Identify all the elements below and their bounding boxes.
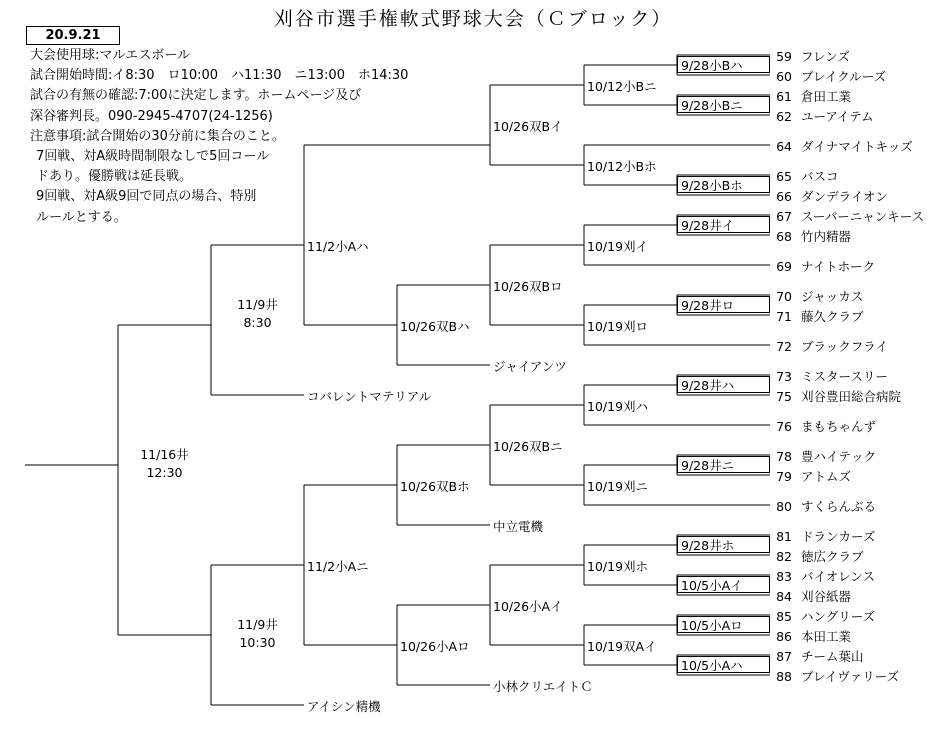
- team-entry: 83 バイオレンス: [776, 569, 875, 584]
- team-entry: 86 本田工業: [776, 629, 852, 644]
- semifinal-time: 8:30: [243, 315, 272, 330]
- r4-match-label: 10/26双Bホ: [400, 479, 470, 494]
- team-entry: 69 ナイトホーク: [776, 259, 876, 274]
- r3-match-label: 10/26双Bニ: [493, 439, 563, 454]
- semifinal-time: 10:30: [239, 635, 276, 650]
- note-contact: 深谷審判長。090-2945-4707(24-1256): [30, 108, 273, 124]
- team-entry: 70 ジャッカス: [776, 289, 864, 304]
- r1-match-label: 10/5小Aハ: [677, 656, 770, 673]
- r3-match-label: 10/26双Bイ: [493, 119, 563, 134]
- r3-bye-team: 小林クリエイトＣ: [493, 679, 593, 694]
- r1-match-label: 10/5小Aロ: [677, 616, 770, 633]
- team-entry: 64 ダイナマイトキッズ: [776, 139, 913, 154]
- team-entry: 67 スーパーニャンキース: [776, 209, 925, 224]
- r1-match-label: 9/28小Bホ: [677, 176, 770, 193]
- r5-match-label: 11/2小Aハ: [307, 239, 369, 254]
- team-entry: 79 アトムズ: [776, 469, 852, 484]
- team-entry: 61 倉田工業: [776, 89, 852, 104]
- team-entry: 78 豊ハイテック: [776, 449, 877, 464]
- r2-match-label: 10/19刈ニ: [587, 479, 649, 494]
- r1-match-label: 9/28井イ: [677, 216, 770, 233]
- team-entry: 75 刈谷豊田総合病院: [776, 389, 902, 404]
- team-entry: 71 藤久クラブ: [776, 309, 864, 324]
- r2-match-label: 10/19刈ホ: [587, 559, 649, 574]
- team-entry: 59 フレンズ: [776, 49, 850, 64]
- r1-match-label: 9/28井ホ: [677, 536, 770, 553]
- semifinal-label: [211, 616, 304, 652]
- r2-match-label: 10/19刈ハ: [587, 399, 649, 414]
- r1-match-label: 9/28井ロ: [677, 296, 770, 313]
- note-rule-7: 7回戦、対A級時間制限なしで5回コール: [36, 149, 270, 165]
- r1-match-label: 9/28小Bニ: [677, 96, 770, 113]
- team-entry: 80 すくらんぶる: [776, 499, 877, 514]
- team-entry: 72 ブラックフライ: [776, 339, 888, 354]
- note-rule-9: 9回戦、対A級9回で同点の場合、特別: [36, 189, 257, 205]
- team-entry: 82 徳広クラブ: [776, 549, 864, 564]
- team-entry: 62 ユーアイテム: [776, 109, 874, 124]
- note-confirmation: 試合の有無の確認:7:00に決定します。ホームページ及び: [30, 88, 362, 104]
- r2-match-label: 10/19双Aイ: [587, 639, 657, 654]
- r2-match-label: 10/12小Bホ: [587, 159, 657, 174]
- note-start-times: 試合開始時間:イ8:30 ロ10:00 ハ11:30 ニ13:00 ホ14:30: [30, 68, 409, 84]
- r1-match-label: 10/5小Aイ: [677, 576, 770, 593]
- team-entry: 66 ダンデライオン: [776, 189, 888, 204]
- r3-bye-team: ジャイアンツ: [493, 359, 567, 374]
- team-entry: 84 刈谷紙器: [776, 589, 852, 604]
- note-rule-7b: ドあり。優勝戦は延長戦。: [36, 169, 193, 185]
- r2-match-label: 10/12小Bニ: [587, 79, 657, 94]
- final-label: [118, 446, 211, 482]
- team-entry: 87 チーム葉山: [776, 649, 864, 664]
- semifinal-label: [211, 296, 304, 332]
- date-box: 20.9.21: [26, 26, 120, 45]
- r5-match-label: 11/2小Aニ: [307, 559, 369, 574]
- final-time: 12:30: [146, 465, 183, 480]
- team-entry: 68 竹内精器: [776, 229, 852, 244]
- r3-match-label: 10/26双Bロ: [493, 279, 563, 294]
- team-entry: 88 ブレイヴァリーズ: [776, 669, 900, 684]
- semifinal-date: 11/9井: [237, 297, 278, 312]
- r2-match-label: 10/19刈イ: [587, 239, 649, 254]
- team-entry: 60 ブレイクルーズ: [776, 69, 887, 84]
- team-entry: 81 ドランカーズ: [776, 529, 876, 544]
- r1-match-label: 9/28小Bハ: [677, 56, 770, 73]
- r4-match-label: 10/26双Bハ: [400, 319, 470, 334]
- note-caution: 注意事項:試合開始の30分前に集合のこと。: [30, 128, 285, 144]
- r3-match-label: 10/26小Aイ: [493, 599, 563, 614]
- team-entry: 73 ミスタースリー: [776, 369, 888, 384]
- page-title: 刈谷市選手権軟式野球大会（Ｃブロック）: [273, 8, 673, 30]
- r5-bye-team: コバレントマテリアル: [307, 389, 432, 404]
- team-entry: 85 ハングリーズ: [776, 609, 876, 624]
- r2-match-label: 10/19刈ロ: [587, 319, 649, 334]
- r1-match-label: 9/28井ハ: [677, 376, 770, 393]
- r1-match-label: 9/28井ニ: [677, 456, 770, 473]
- r5-bye-team: アイシン精機: [307, 699, 381, 714]
- note-ball: 大会使用球:マルエスボール: [30, 48, 191, 63]
- team-entry: 65 バスコ: [776, 169, 839, 184]
- r4-match-label: 10/26小Aロ: [400, 639, 470, 654]
- semifinal-date: 11/9井: [237, 617, 278, 632]
- note-rule-9b: ルールとする。: [36, 209, 127, 225]
- r3-bye-team: 中立電機: [493, 519, 544, 534]
- team-entry: 76 まもちゃんず: [776, 419, 877, 434]
- final-date: 11/16井: [140, 447, 189, 462]
